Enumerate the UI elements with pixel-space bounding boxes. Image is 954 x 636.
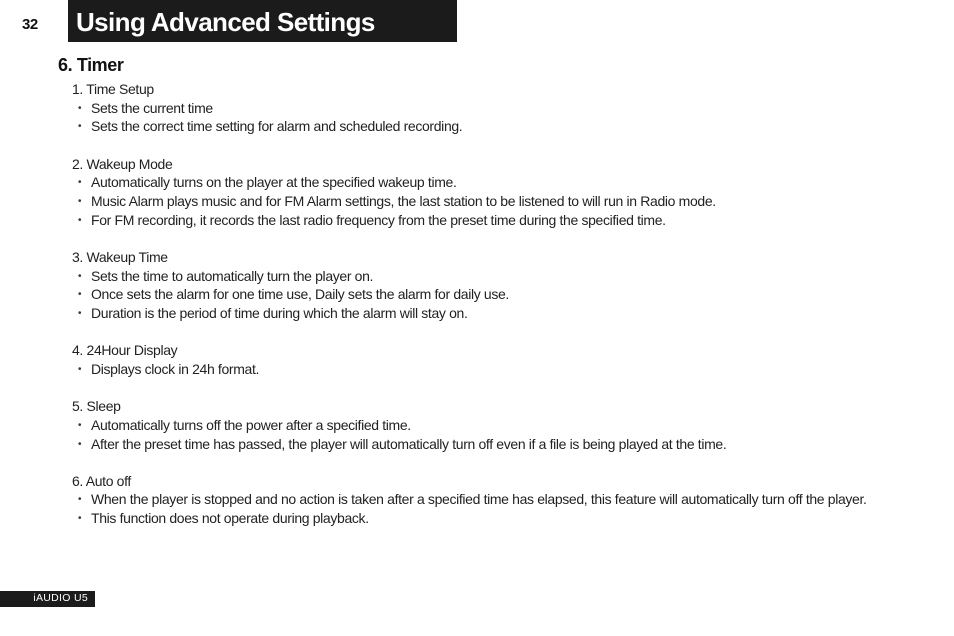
bullet-item — [72, 99, 932, 118]
bullet-item — [72, 211, 932, 230]
header-bar — [68, 0, 457, 42]
bullet-icon: • — [78, 494, 82, 506]
bullet-icon: • — [78, 102, 82, 114]
bullet-text: Duration is the period of time during which the alarm will stay on. — [91, 305, 468, 322]
bullet-list — [72, 267, 932, 323]
bullet-text: Sets the current time — [91, 99, 213, 116]
bullet-icon: • — [78, 513, 82, 525]
bullet-icon: • — [78, 363, 82, 375]
bullet-text: For FM recording, it records the last radio frequency from the preset time during the specified time. — [91, 211, 666, 228]
group-wakeup-time — [72, 248, 932, 323]
page-title: Using Advanced Settings — [76, 7, 375, 37]
bullet-item — [72, 435, 932, 454]
bullet-text: Automatically turns on the player at the specified wakeup time. — [91, 174, 457, 191]
bullet-list — [72, 173, 932, 229]
bullet-icon: • — [78, 289, 82, 301]
group-heading: 2. Wakeup Mode — [72, 155, 173, 172]
bullet-item — [72, 304, 932, 323]
bullet-icon: • — [78, 270, 82, 282]
footer-bar — [0, 591, 95, 607]
bullet-icon: • — [78, 214, 82, 226]
bullet-text: When the player is stopped and no action is taken after a specified time has elapsed, this feature will automatically turn off the player. — [91, 491, 867, 508]
bullet-text: Automatically turns off the power after a specified time. — [91, 416, 411, 433]
bullet-icon: • — [78, 196, 82, 208]
bullet-item — [72, 192, 932, 211]
bullet-text: Music Alarm plays music and for FM Alarm settings, the last station to be listened to will run in Radio mode. — [91, 193, 716, 210]
bullet-item — [72, 360, 932, 379]
bullet-icon: • — [78, 177, 82, 189]
bullet-list — [72, 360, 932, 379]
group-heading: 4. 24Hour Display — [72, 342, 178, 359]
page-number: 32 — [22, 16, 38, 33]
bullet-list — [72, 490, 932, 527]
bullet-item — [72, 490, 932, 509]
group-sleep — [72, 397, 932, 453]
bullet-text: This function does not operate during playback. — [91, 510, 369, 527]
bullet-item — [72, 117, 932, 136]
timer-settings-list — [72, 80, 932, 546]
bullet-icon: • — [78, 308, 82, 320]
group-24hour-display — [72, 341, 932, 378]
bullet-text: After the preset time has passed, the player will automatically turn off even if a file is being played at the time. — [91, 435, 727, 452]
bullet-icon: • — [78, 438, 82, 450]
bullet-icon: • — [78, 419, 82, 431]
bullet-item — [72, 285, 932, 304]
bullet-item — [72, 173, 932, 192]
group-heading: 1. Time Setup — [72, 81, 154, 97]
bullet-list — [72, 99, 932, 136]
bullet-item — [72, 267, 932, 286]
bullet-text: Once sets the alarm for one time use, Daily sets the alarm for daily use. — [91, 286, 509, 303]
bullet-item — [72, 509, 932, 528]
bullet-item — [72, 416, 932, 435]
product-name: iAUDIO U5 — [33, 592, 88, 604]
bullet-icon: • — [78, 121, 82, 133]
group-wakeup-mode — [72, 155, 932, 230]
bullet-text: Sets the time to automatically turn the player on. — [91, 267, 374, 284]
group-heading: 3. Wakeup Time — [72, 248, 168, 265]
bullet-list — [72, 416, 932, 453]
group-time-setup — [72, 80, 932, 136]
group-heading: 5. Sleep — [72, 398, 121, 415]
section-title: 6. Timer — [58, 55, 124, 75]
group-heading: 6. Auto off — [72, 472, 131, 489]
group-auto-off — [72, 472, 932, 528]
bullet-text: Sets the correct time setting for alarm and scheduled recording. — [91, 118, 463, 135]
bullet-text: Displays clock in 24h format. — [91, 360, 260, 377]
